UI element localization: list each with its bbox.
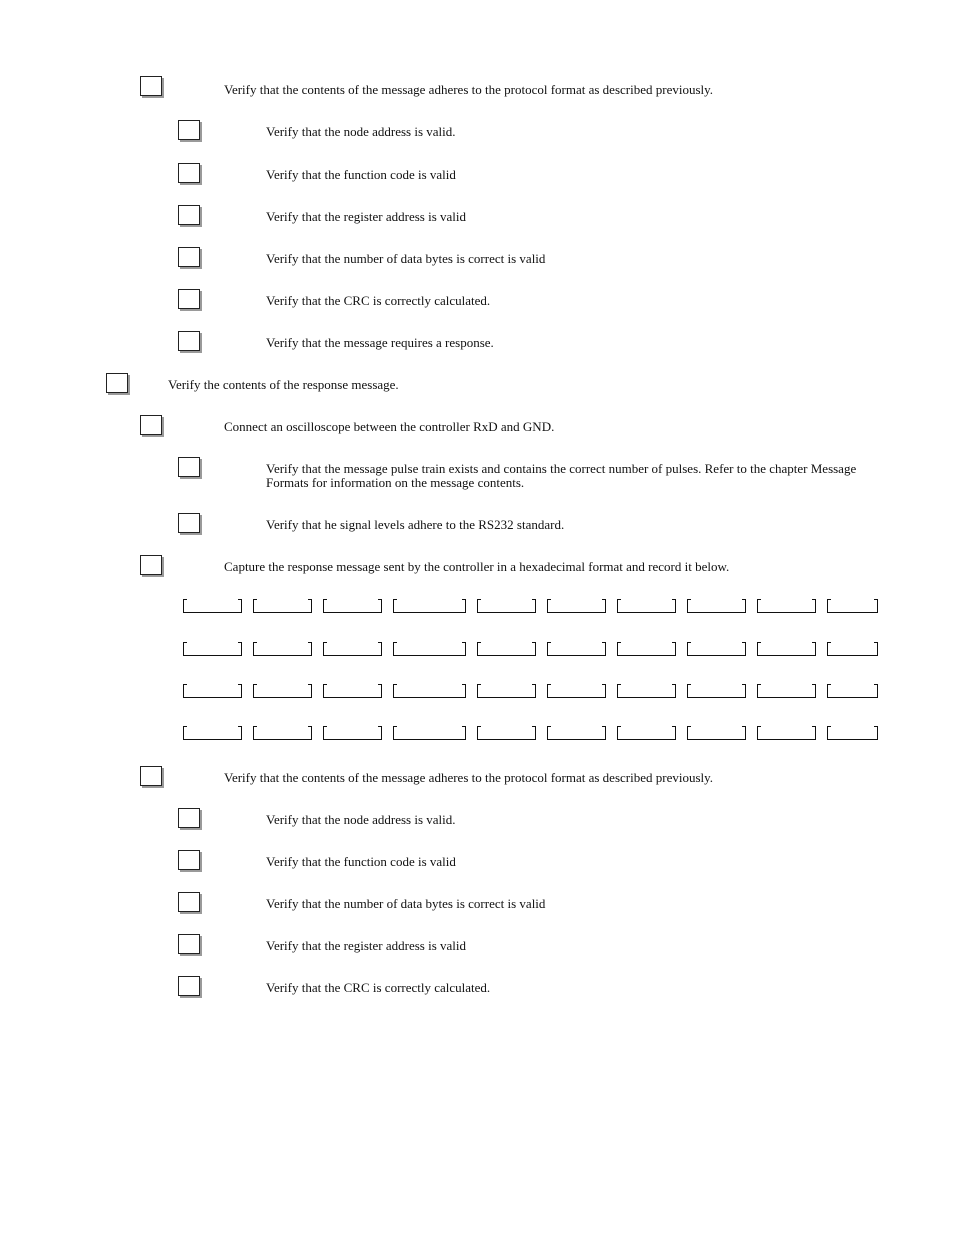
hex-byte-field[interactable] [253,599,312,613]
hex-byte-field[interactable] [547,684,606,698]
hex-byte-field[interactable] [477,599,536,613]
checklist-item-text: Verify that the CRC is correctly calculated. [266,980,491,995]
hex-byte-field[interactable] [183,642,242,656]
hex-byte-field[interactable] [617,684,676,698]
checkbox[interactable] [178,457,200,477]
hex-byte-field[interactable] [757,684,816,698]
checklist-item-text: Verify that the number of data bytes is correct is valid [266,251,546,266]
hex-byte-field[interactable] [827,684,878,698]
hex-byte-field[interactable] [827,599,878,613]
checklist-item-text: Verify that he signal levels adhere to the RS232 standard. [266,517,565,532]
hex-byte-field[interactable] [393,684,466,698]
hex-byte-field[interactable] [393,599,466,613]
hex-byte-field[interactable] [547,726,606,740]
hex-byte-field[interactable] [253,684,312,698]
hex-capture-row [0,599,954,615]
checkbox[interactable] [178,205,200,225]
hex-byte-field[interactable] [687,642,746,656]
checklist-item-text: Verify that the message requires a response. [266,335,494,350]
checkbox[interactable] [140,766,162,786]
checkbox[interactable] [178,976,200,996]
checklist-item-text: Verify that the contents of the message adheres to the protocol format as described previously. [224,82,714,97]
checklist-item-text: Verify that the number of data bytes is correct is valid [266,896,546,911]
checklist-item-text: Verify that the node address is valid. [266,124,456,139]
hex-capture-row [0,642,954,658]
hex-byte-field[interactable] [183,726,242,740]
checkbox[interactable] [140,76,162,96]
checklist-item-text: Verify that the message pulse train exists and contains the correct number of pulses. Refer to the chapter Message Formats for information on the message contents. [266,461,857,490]
hex-byte-field[interactable] [393,726,466,740]
checkbox[interactable] [140,415,162,435]
checklist-item-text: Verify that the node address is valid. [266,812,456,827]
hex-byte-field[interactable] [687,726,746,740]
checklist-item-text: Verify that the CRC is correctly calculated. [266,293,491,308]
checkbox[interactable] [178,247,200,267]
hex-byte-field[interactable] [617,726,676,740]
hex-byte-field[interactable] [477,642,536,656]
hex-byte-field[interactable] [253,642,312,656]
checkbox[interactable] [178,163,200,183]
checkbox[interactable] [178,850,200,870]
hex-byte-field[interactable] [617,599,676,613]
checkbox[interactable] [178,808,200,828]
hex-byte-field[interactable] [477,726,536,740]
checklist-item-text: Verify that the register address is valid [266,209,466,224]
hex-byte-field[interactable] [477,684,536,698]
hex-byte-field[interactable] [547,642,606,656]
hex-byte-field[interactable] [183,684,242,698]
hex-byte-field[interactable] [827,726,878,740]
checkbox[interactable] [106,373,128,393]
hex-byte-field[interactable] [183,599,242,613]
hex-byte-field[interactable] [547,599,606,613]
checkbox[interactable] [178,934,200,954]
hex-byte-field[interactable] [323,599,382,613]
checkbox[interactable] [140,555,162,575]
hex-capture-row [0,684,954,700]
hex-byte-field[interactable] [687,684,746,698]
checkbox[interactable] [178,513,200,533]
checkbox[interactable] [178,120,200,140]
hex-capture-row [0,726,954,742]
hex-byte-field[interactable] [253,726,312,740]
checkbox[interactable] [178,331,200,351]
hex-byte-field[interactable] [323,726,382,740]
checklist-item-text: Connect an oscilloscope between the controller RxD and GND. [224,419,555,434]
hex-byte-field[interactable] [687,599,746,613]
hex-byte-field[interactable] [757,726,816,740]
checkbox[interactable] [178,289,200,309]
hex-byte-field[interactable] [757,642,816,656]
checklist-item-text: Verify that the function code is valid [266,167,456,182]
hex-byte-field[interactable] [827,642,878,656]
checklist-item-text: Verify that the function code is valid [266,854,456,869]
checklist-item-text: Verify the contents of the response message. [168,377,399,392]
checkbox[interactable] [178,892,200,912]
hex-byte-field[interactable] [393,642,466,656]
checklist-item-text: Verify that the contents of the message adheres to the protocol format as described previously. [224,770,714,785]
hex-byte-field[interactable] [757,599,816,613]
hex-byte-field[interactable] [617,642,676,656]
checklist-item-text: Verify that the register address is valid [266,938,466,953]
hex-byte-field[interactable] [323,642,382,656]
hex-byte-field[interactable] [323,684,382,698]
checklist-item-text: Capture the response message sent by the controller in a hexadecimal format and record it below. [224,559,730,574]
